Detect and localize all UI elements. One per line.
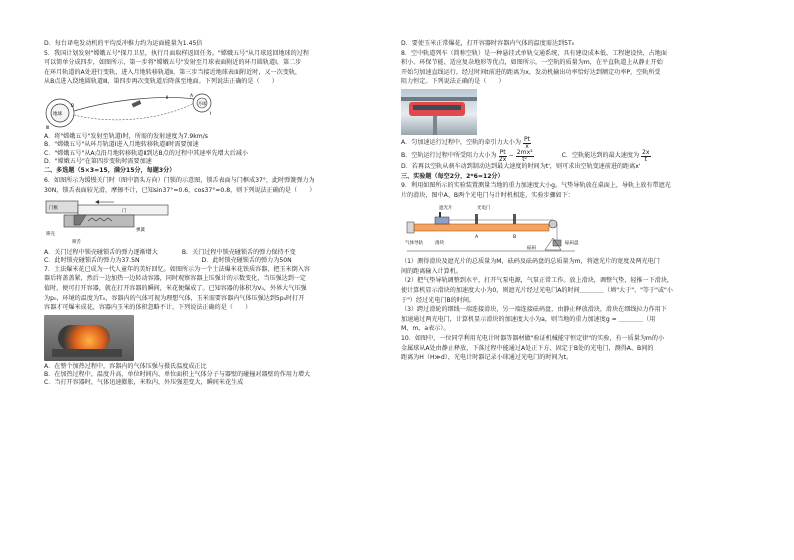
minus-sign: − [508, 152, 514, 160]
q10-stem-line: 距离为H（H≫d），光电计时器记录小球通过光电门的时间为t。 [401, 354, 573, 362]
fraction-denominator: t² [522, 156, 528, 164]
lock-shell-label: 锁壳 [46, 232, 55, 237]
q8-option-a-fraction [523, 137, 531, 150]
q6-option-c: C．此时锁壳碰锁舌的弹力为37.5N [44, 257, 140, 265]
q7-stem-line: 值时，便可打开容器，就在打开容器的瞬间，米花便爆成了。已知容器的体积为V₀，外界大气压强 [44, 285, 307, 292]
photogate-a-shape [475, 214, 478, 224]
q8-option-b-text: B．空轨运行过程中所受阻力大小为 [401, 152, 497, 160]
q5-option-b: B．"嫦娥五号"从环月轨道Ⅰ进入月地转移轨道Ⅱ时需要加速 [44, 141, 199, 149]
q9-stem-line: 9．利用如图所示的实验装置测量当地的重力加速度大小g。气垫导轨放在桌面上，导轨上放有带遮光 [401, 182, 671, 190]
q9-step-1-cont: 间的距离输入计算机。 [401, 267, 462, 275]
arrow-head-icon [95, 200, 99, 204]
q8-options-bc [401, 150, 753, 163]
earth-label: 地球 [53, 111, 62, 117]
slider-label: 滑块 [435, 241, 444, 247]
door-frame-label: 门框 [49, 206, 58, 211]
q9-step-3-cont: M、m、a表示）。 [401, 325, 450, 333]
q9-step-2-cont: 使计算机显示滑块的加速度大小为0，则遮光片经过光电门A的时间＿＿＿＿（填"大于"、"等于"或"小 [401, 286, 673, 294]
sky-train-photo [401, 89, 477, 135]
q8-option-b-fraction-1 [499, 150, 507, 163]
door-label: 门 [122, 209, 127, 214]
weight-label: 砝码 [527, 246, 536, 252]
q6-option-b: B．关门过程中锁壳碰锁舌的弹力保持不变 [181, 249, 296, 256]
lock-tongue-label: 锁舌 [72, 240, 81, 245]
section-experiment: 三、实验题（每空2分，2*6=12分） [401, 172, 504, 180]
weight-tray-label: 砝码盘 [565, 241, 579, 247]
q9-step-1: （1）测得滑块及遮光片的总质量为M，砝码及砝码盘的总质量为m，将遮光片的宽度及两光电门 [401, 258, 660, 266]
q8-option-c-fraction [641, 150, 650, 163]
photogate-label: 光电门 [477, 206, 491, 212]
door-lock-diagram [44, 197, 174, 247]
fraction-numerator: 2mx² [516, 148, 533, 156]
air-pump-shape [407, 222, 414, 233]
q8-option-c-text: C．空轨能达到的最大速度为 [561, 152, 640, 160]
q8-stem-line: 开始匀加速直线运行，经过时间t前进的距离为x，发动机输出功率恰好达到额定功率P，空轨所受 [401, 68, 661, 76]
q9-step-2-cont: 于"）经过光电门B的时间。 [401, 296, 476, 304]
spring-label: 弹簧 [136, 228, 145, 233]
q7-stem-line: 容器才可爆米成花，容器内玉米的体积忽略不计，下列说法正确的是（ ） [44, 304, 252, 312]
photogate-b-shape [513, 214, 516, 224]
q5-stem-line: 从B点进入绕地圆轨道Ⅲ，第四步再次变轨道后降落至地面。下列说法正确的是（ ） [44, 78, 278, 86]
fraction-numerator: 2x [642, 148, 650, 156]
q9-step-3-cont: 加速通过两光电门，计算机显示滑块的加速度大小为a，则当地的重力加速度g = ＿＿＿＿（用 [401, 315, 656, 323]
q5-option-d: D．"嫦娥五号"在第四步变轨时需要加速 [44, 158, 152, 165]
fraction-denominator: 2x [498, 156, 507, 164]
q10-stem-line: 10．如图中，一位同学利用光电计时器等器材做"验证机械能守恒定律"的实验，有一质量为m的小 [401, 334, 665, 342]
q5-stem-line: 5．我国计划发射"嫦娥五号"探月卫星，执行月面取样返回任务。"嫦娥五号"从月球返回地球的过程 [44, 49, 309, 57]
right-column [401, 40, 753, 364]
q9-step-2: （2）把气垫导轨调整到水平，打开气泵电源，气泵正常工作。放上滑块，调整气垫，轻推一下滑块， [401, 277, 674, 285]
fraction-denominator: t [644, 156, 647, 164]
q9-step-3: （3）跨过滑轮的细线一端连接滑块，另一端连接砝码盘，由静止释放滑块，滑块在细线拉力作用下 [401, 306, 667, 314]
slider-shape [435, 217, 449, 224]
q6-options-cd [44, 257, 390, 265]
air-pump-label: 气体导轨 [405, 241, 423, 247]
door-lock-figure [44, 197, 174, 247]
q6-option-a: A．关门过程中锁壳碰锁舌的弹力逐渐增大 [44, 249, 158, 256]
point-b-label: B [71, 103, 75, 109]
popcorn-drum-shape [58, 325, 110, 351]
q5-stem-line: 在环月轨道的A处进行变轨，进入月地转移轨道Ⅱ，第三步当接近地球表面附近时，又一次变轨， [44, 68, 302, 76]
train-window-shape [413, 105, 461, 110]
fraction-denominator: x [525, 142, 529, 150]
q7-stem-line: 为p₀，环境的温度为T₀，容器内的气体可视为理想气体，玉米需要容器内气体压强达到5p₀时打开 [44, 294, 305, 302]
q8-option-a [401, 137, 753, 150]
burner-shape [52, 349, 122, 357]
point-a-label: A [190, 93, 194, 99]
q7-stem-line: 7．土法爆米花已成为一代人童年的美好回忆。如图所示为一个土法爆米花铁质容器，把玉米倒入容 [44, 265, 310, 273]
q8-option-b-fraction-2 [516, 150, 534, 163]
shade-strip-shape [439, 212, 441, 217]
section-multiple-choice: 二、多选题（5×3=15，满分15分，每题3分） [44, 167, 176, 175]
q10-stem-line: 金属球从A处由静止释放，下落过程中能通过A处正下方、固定于B处的光电门，测得A、B间的 [401, 344, 654, 352]
q8-stem-line: 积小、环保节能、适应复杂地形等优点，如图所示，一空轨的质量为m，在平直轨道上从静止开始 [401, 59, 663, 67]
pulley-icon [549, 220, 557, 228]
q4-option-d: D．每台译电发动机的平均反冲推力约为运面能量为1.45倍 [44, 40, 203, 47]
satellite-icon [132, 100, 142, 107]
q8-option-a-text: A．匀加速运行过程中，空轨的牵引力大小为 [401, 139, 521, 147]
fraction-numerator: Pt [523, 135, 531, 143]
orbit-figure [44, 89, 224, 131]
q5-option-a: A．将"嫦娥五号"发射至轨道Ⅰ时，所需的发射速度为7.9km/s [44, 132, 208, 140]
q8-stem-line: 阻力恒定。下列说法正确的是（ ） [401, 78, 505, 86]
orbit-iii-label: Ⅲ [46, 125, 50, 131]
q6-stem-line: 6．如图所示为缓慢关门时（图中箭头方向）门锁的示意图，锁舌表面与门框成37°，此时弹簧弹力为 [44, 177, 315, 184]
air-track-diagram [405, 202, 595, 256]
shade-label: 遮光片 [439, 206, 453, 212]
air-track-rail-shape [413, 224, 549, 231]
q5-stem-line: 可以简单分成四步，如图所示，第一步将"嫦娥五号"发射至月球表面附近的环月圆轨道Ⅰ，第二步 [44, 59, 302, 67]
orbit-ii-label: Ⅱ [166, 95, 169, 101]
q7-option-d: D．要使玉米正常爆花，打开容器时容器内气体的温度需达到5T₀ [401, 40, 575, 47]
orbit-diagram [44, 89, 224, 131]
photogate-a-label: A [475, 235, 479, 241]
photogate-b-label: B [513, 235, 517, 241]
q7-option-a: A．在整个加热过程中，容器内的气体压强与摄氏温度成正比 [44, 362, 207, 370]
track-beam-shape [401, 97, 477, 101]
q6-stem-line: 30N，锁舌表面较光滑，摩擦不计，已知sin37°=0.6，cos37°=0.8，则下列说法正确的是（ ） [44, 186, 316, 194]
q7-option-b: B．在加热过程中，温度升高，单位时间内、单位面积上气体分子与器壁的碰撞对器壁的作用力增大 [44, 371, 311, 378]
q7-option-c: C．当打开容器时，气体迅速膨胀，米粒内、外压强差变大，瞬间米花生成 [44, 379, 244, 387]
weight-tray-shape [553, 240, 561, 246]
q8-option-d: D．若再以空轨从刹车动到制动达到最大速度的时间为t'，则可求出空轨变速前进的距离x' [401, 163, 641, 171]
q6-option-d: D．此时锁壳碰锁舌的弹力为50N [201, 257, 292, 265]
pillar-shape [433, 116, 437, 135]
fraction-numerator: Pt [499, 148, 506, 156]
q7-stem-line: 器后将盖盖紧，然后一边加热一边转动容器，同时观察容器上压强计的示数变化，当压强达到一定 [44, 275, 307, 283]
q9-stem-line: 片的滑块，图中A、B两个光电门与计时机相连，实验步骤如下： [401, 191, 574, 199]
popcorn-machine-photo [44, 315, 134, 361]
air-track-figure [405, 202, 595, 256]
q8-stem-line: 8．空中轨道列车（简称空轨）是一种悬挂式单轨交通系统，具有建设成本低、工程建设快、占地面 [401, 49, 667, 57]
moon-label: 月球 [198, 100, 206, 106]
q5-option-c: C．"嫦娥五号"从A点沿月地转移轨道Ⅱ到达B点的过程中其速率先增大后减小 [44, 149, 249, 157]
orbit-i-label: Ⅰ [210, 111, 212, 117]
left-column [44, 40, 390, 388]
